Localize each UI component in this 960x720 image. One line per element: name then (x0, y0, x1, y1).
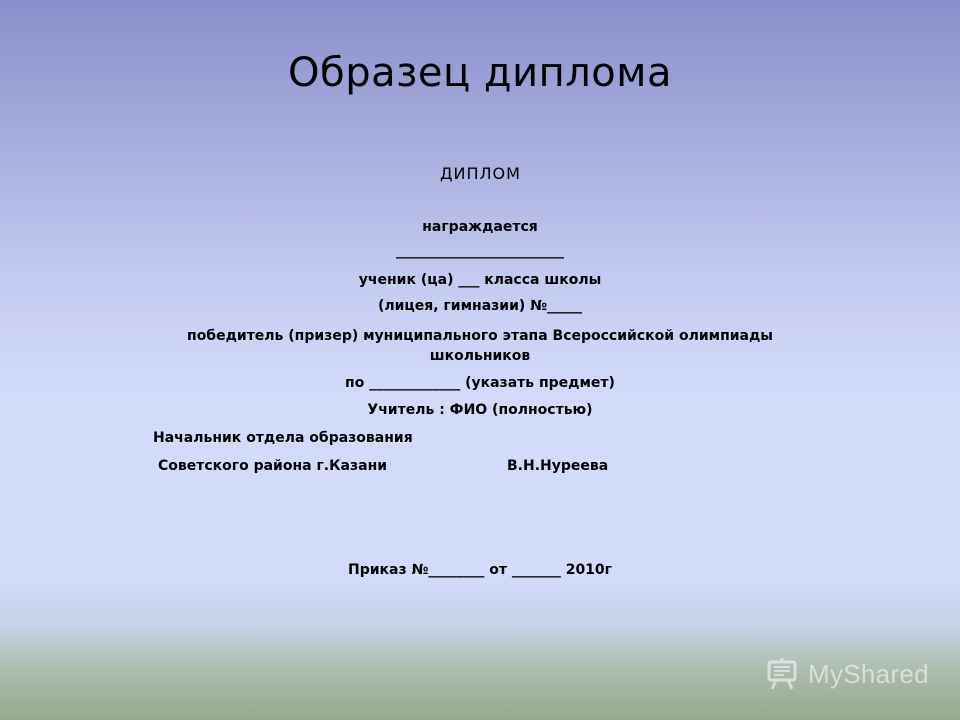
subject-line: по _____________ (указать предмет) (345, 375, 615, 391)
myshared-watermark (766, 654, 929, 694)
teacher-line: Учитель : ФИО (полностью) (367, 402, 593, 418)
myshared-logo-icon (766, 656, 802, 692)
order-line: Приказ №________ от _______ 2010г (348, 562, 612, 578)
head-office-text: Начальник отдела образования (153, 430, 413, 446)
slide-title: Образец диплома (288, 50, 672, 96)
diploma-heading: ДИПЛОМ (440, 164, 521, 183)
school-line: (лицея, гимназии) №_____ (377, 298, 583, 314)
winner-line: победитель (призер) муниципального этапа Всероссийской олимпиады школьников (187, 328, 773, 364)
signer-name: В.Н.Нуреева (507, 458, 609, 474)
name-blank: ________________________ (396, 243, 564, 259)
district-text: Советского района г.Казани (158, 458, 388, 474)
student-line: ученик (ца) ___ класса школы (358, 272, 602, 288)
awarded-text: награждается (422, 219, 538, 235)
watermark-text: MyShared (808, 658, 929, 689)
